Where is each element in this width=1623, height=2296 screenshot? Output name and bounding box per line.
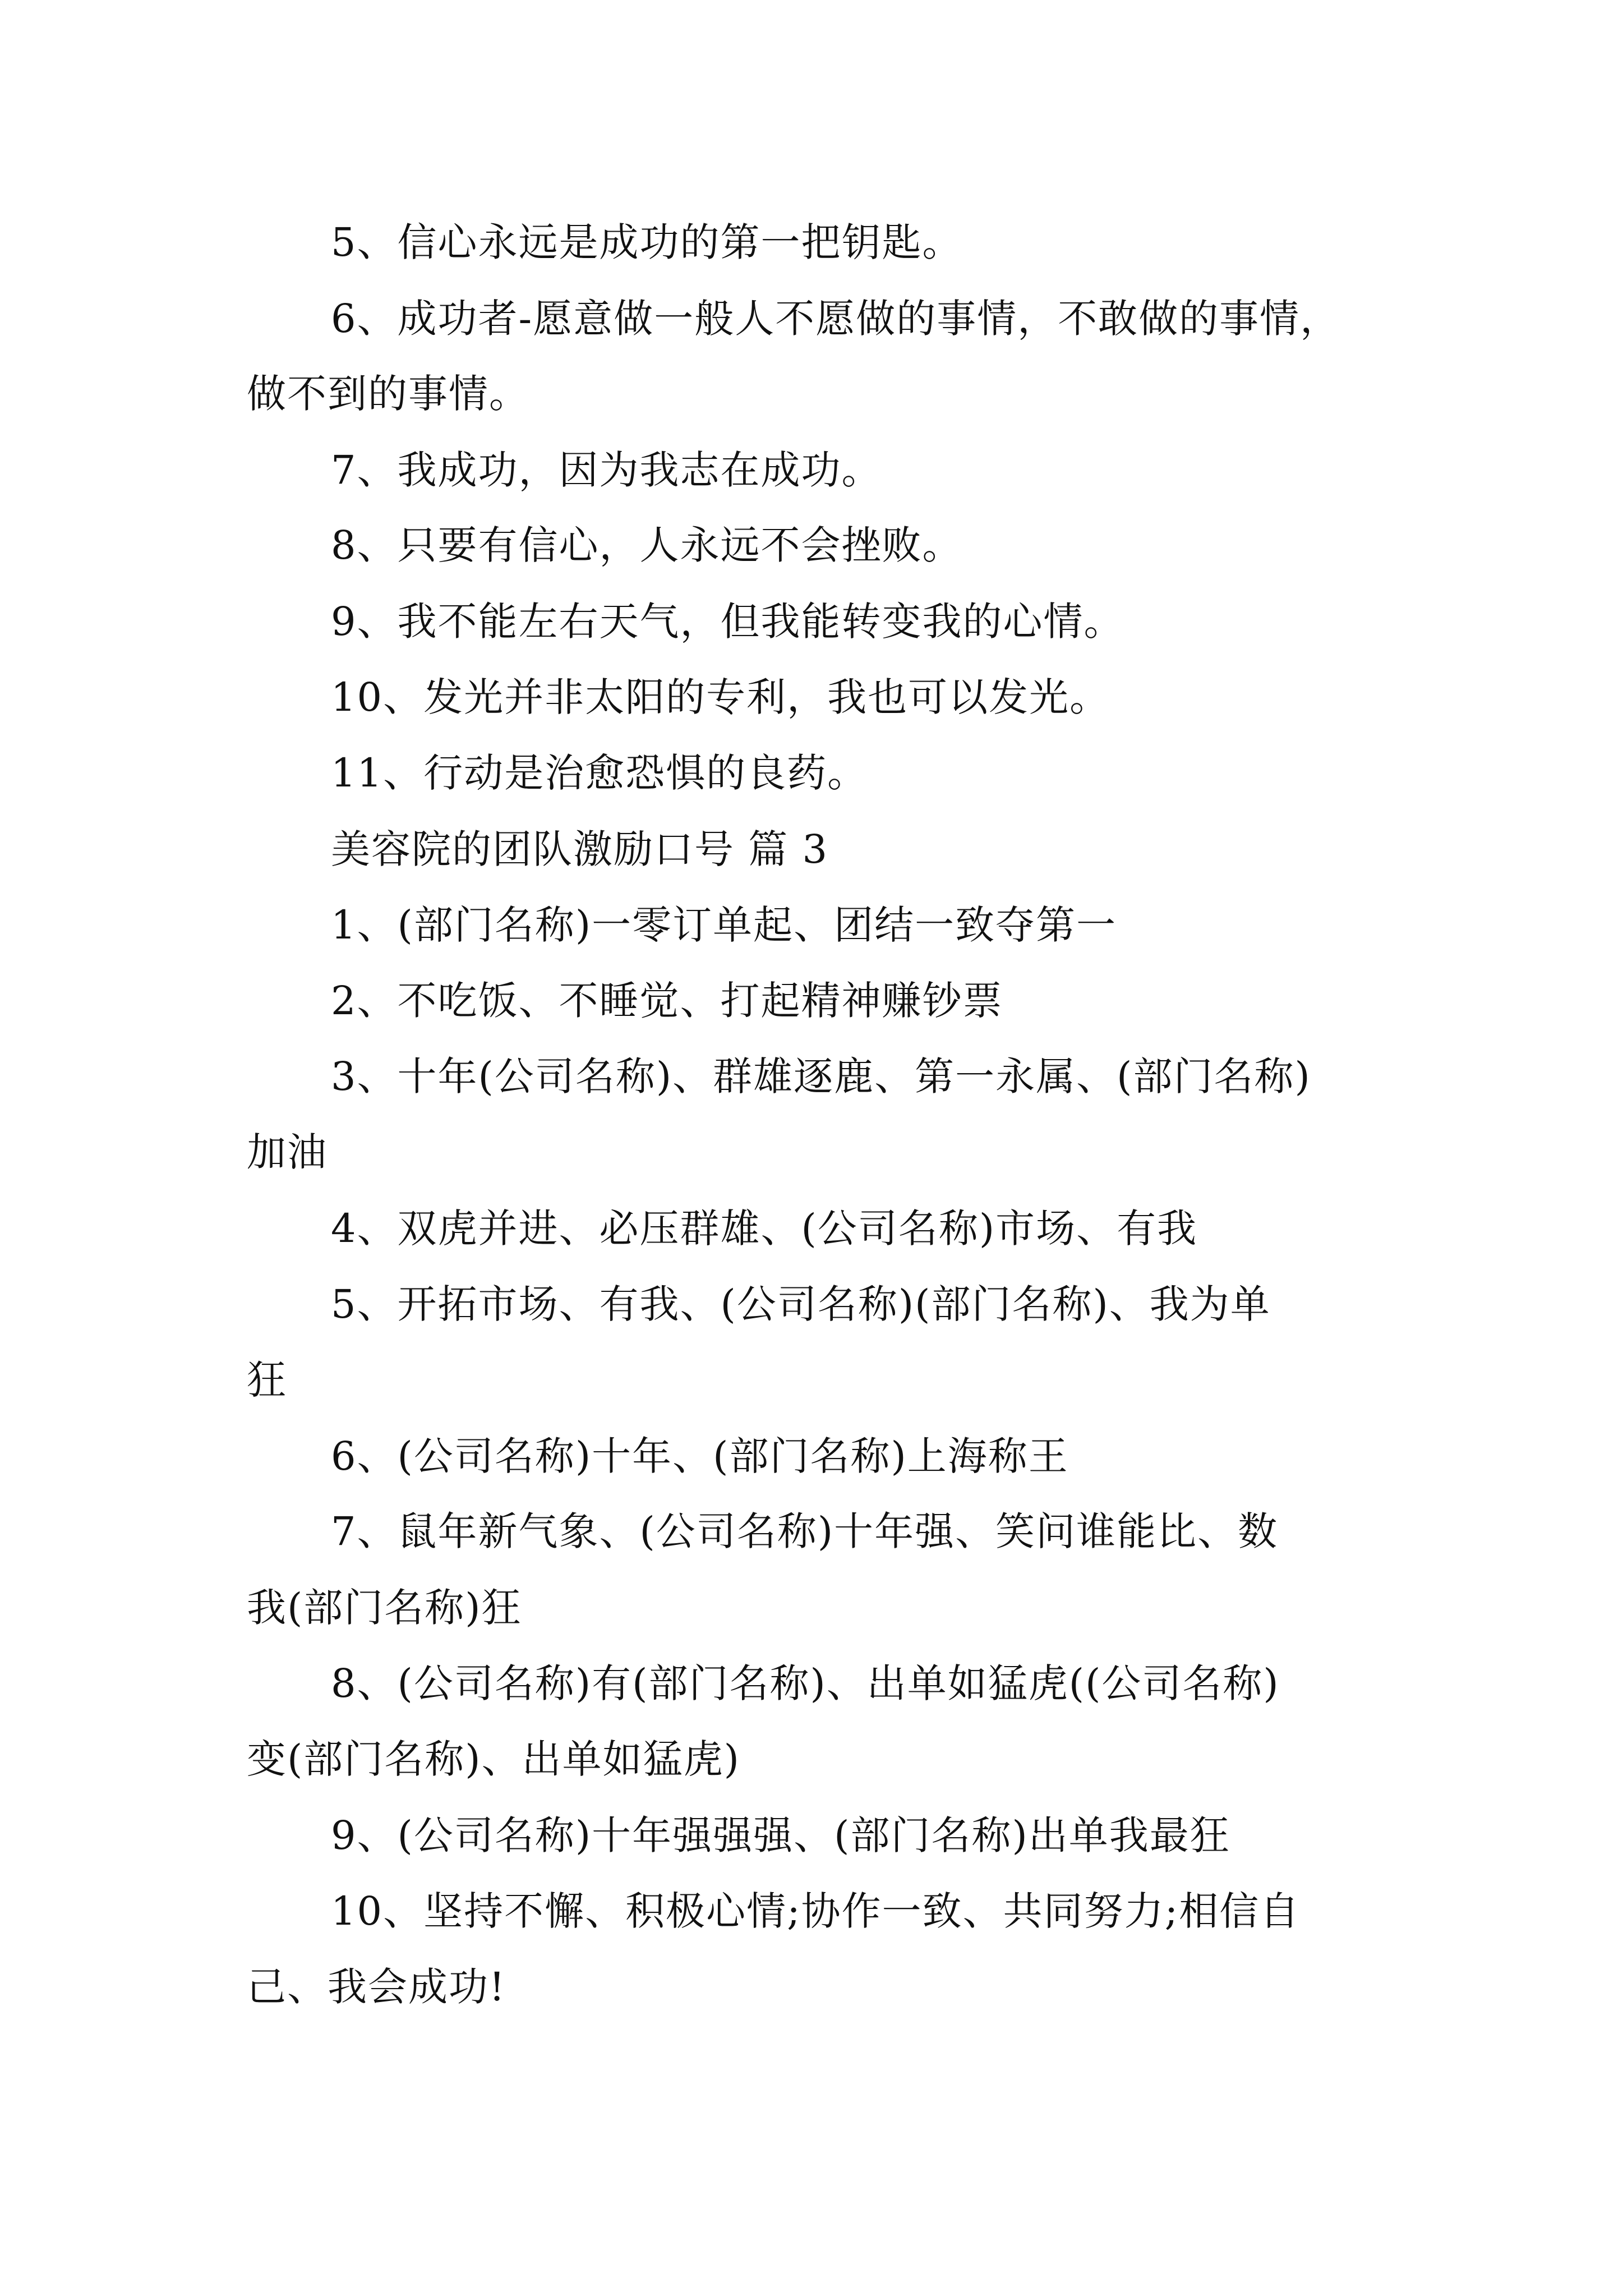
text-line-17: 6、(公司名称)十年、(部门名称)上海称王 xyxy=(331,1433,1069,1479)
section-heading: 美容院的团队激励口号 篇 3 xyxy=(331,826,829,872)
text-line-10: 1、(部门名称)一零订单起、团结一致夺第一 xyxy=(331,902,1117,948)
text-line-13: 加油 xyxy=(247,1129,328,1175)
text-line-18: 7、鼠年新气象、(公司名称)十年强、笑问谁能比、数 xyxy=(331,1508,1279,1554)
text-line-1: 5、信心永远是成功的第一把钥匙。 xyxy=(331,219,963,265)
text-line-5: 8、只要有信心，人永远不会挫败。 xyxy=(331,522,963,568)
text-line-7: 10、发光并非太阳的专利，我也可以发光。 xyxy=(331,674,1110,720)
text-line-20: 8、(公司名称)有(部门名称)、出单如猛虎((公司名称) xyxy=(331,1660,1280,1706)
text-line-4: 7、我成功，因为我志在成功。 xyxy=(331,447,882,493)
text-line-24: 己、我会成功! xyxy=(247,1964,506,2010)
text-line-11: 2、不吃饭、不睡觉、打起精神赚钞票 xyxy=(331,978,1003,1024)
text-line-2: 6、成功者-愿意做一般人不愿做的事情，不敢做的事情， xyxy=(331,296,1341,342)
text-line-21: 变(部门名称)、出单如猛虎) xyxy=(247,1736,740,1782)
text-line-22: 9、(公司名称)十年强强强、(部门名称)出单我最狂 xyxy=(331,1812,1230,1858)
text-line-19: 我(部门名称)狂 xyxy=(247,1585,522,1631)
text-line-23: 10、坚持不懈、积极心情;协作一致、共同努力;相信自 xyxy=(331,1888,1301,1934)
text-line-15: 5、开拓市场、有我、(公司名称)(部门名称)、我为单 xyxy=(331,1281,1271,1327)
text-line-16: 狂 xyxy=(247,1357,287,1403)
text-line-6: 9、我不能左右天气，但我能转变我的心情。 xyxy=(331,599,1124,645)
text-line-12: 3、十年(公司名称)、群雄逐鹿、第一永属、(部门名称) xyxy=(331,1053,1311,1099)
text-line-8: 11、行动是治愈恐惧的良药。 xyxy=(331,750,868,796)
text-line-14: 4、双虎并进、必压群雄、(公司名称)市场、有我 xyxy=(331,1205,1198,1251)
text-line-3: 做不到的事情。 xyxy=(247,371,529,417)
